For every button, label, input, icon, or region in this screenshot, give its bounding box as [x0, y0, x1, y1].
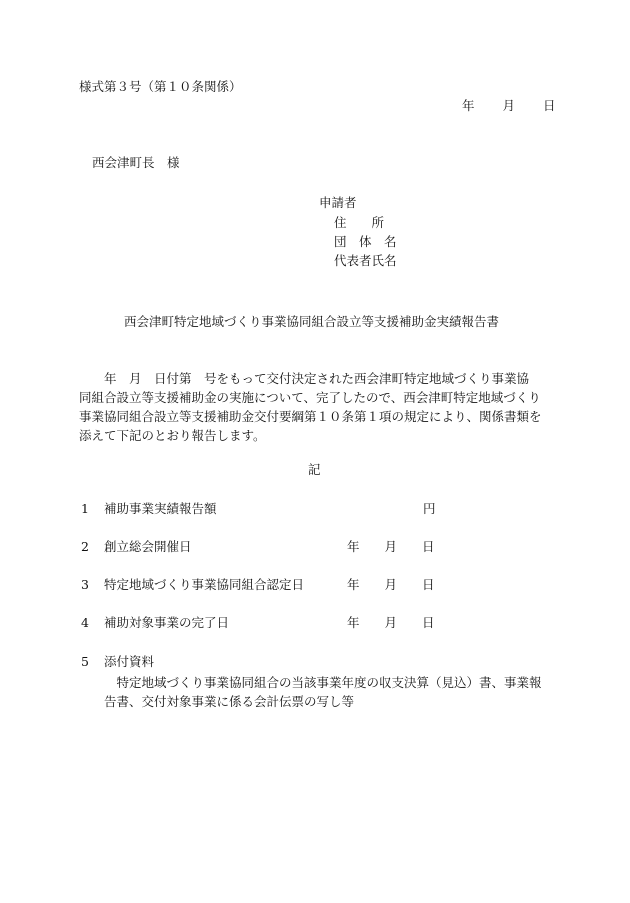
applicant-address-label: 住 所	[334, 215, 385, 230]
item-label-certification-date: 特定地域づくり事業協同組合認定日	[104, 577, 305, 592]
document-title: 西会津町特定地域づくり事業協同組合設立等支援補助金実績報告書	[124, 314, 500, 329]
item-number: 5	[81, 654, 89, 669]
attachment-line: 告書、交付対象事業に係る会計伝票の写し等	[79, 694, 355, 709]
applicant-heading: 申請者	[319, 195, 357, 210]
item-label-report-amount: 補助事業実績報告額	[104, 501, 217, 516]
body-line: 添えて下記のとおり報告します。	[79, 428, 266, 443]
body-line: 年 月 日付第 号をもって交付決定された西会津町特定地域づくり事業協	[79, 371, 530, 386]
item-label-completion-date: 補助対象事業の完了日	[104, 615, 230, 630]
applicant-representative-label: 代表者氏名	[334, 253, 397, 268]
attachment-line: 特定地域づくり事業協同組合の当該事業年度の収支決算（見込）書、事業報	[79, 675, 542, 690]
date-year: 年	[462, 98, 475, 113]
applicant-group-label: 団 体 名	[334, 234, 397, 249]
ki-heading: 記	[308, 462, 321, 477]
attachment-detail	[79, 673, 569, 711]
form-number: 様式第３号（第１０条関係）	[79, 79, 242, 94]
body-line: 事業協同組合設立等支援補助金交付要綱第１０条第１項の規定により、関係書類を	[79, 409, 542, 424]
item-value-date: 年 月 日	[347, 577, 435, 592]
addressee: 西会津町長 様	[92, 155, 180, 170]
item-label-founding-meeting-date: 創立総会開催日	[104, 539, 192, 554]
body-line: 同組合設立等支援補助金の実施について、完了したので、西会津町特定地域づくり	[79, 390, 541, 405]
date-day: 日	[543, 98, 556, 113]
item-value-date: 年 月 日	[347, 539, 435, 554]
item-value-date: 年 月 日	[347, 615, 435, 630]
item-number: 1	[81, 501, 89, 516]
item-number: 4	[81, 615, 89, 630]
date-month: 月	[502, 98, 516, 113]
submission-date	[462, 100, 556, 113]
item-number: 2	[81, 539, 89, 554]
item-number: 3	[81, 577, 89, 592]
item-value-yen: 円	[423, 501, 436, 516]
body-paragraph	[79, 369, 560, 445]
item-label-attachments: 添付資料	[104, 654, 155, 669]
